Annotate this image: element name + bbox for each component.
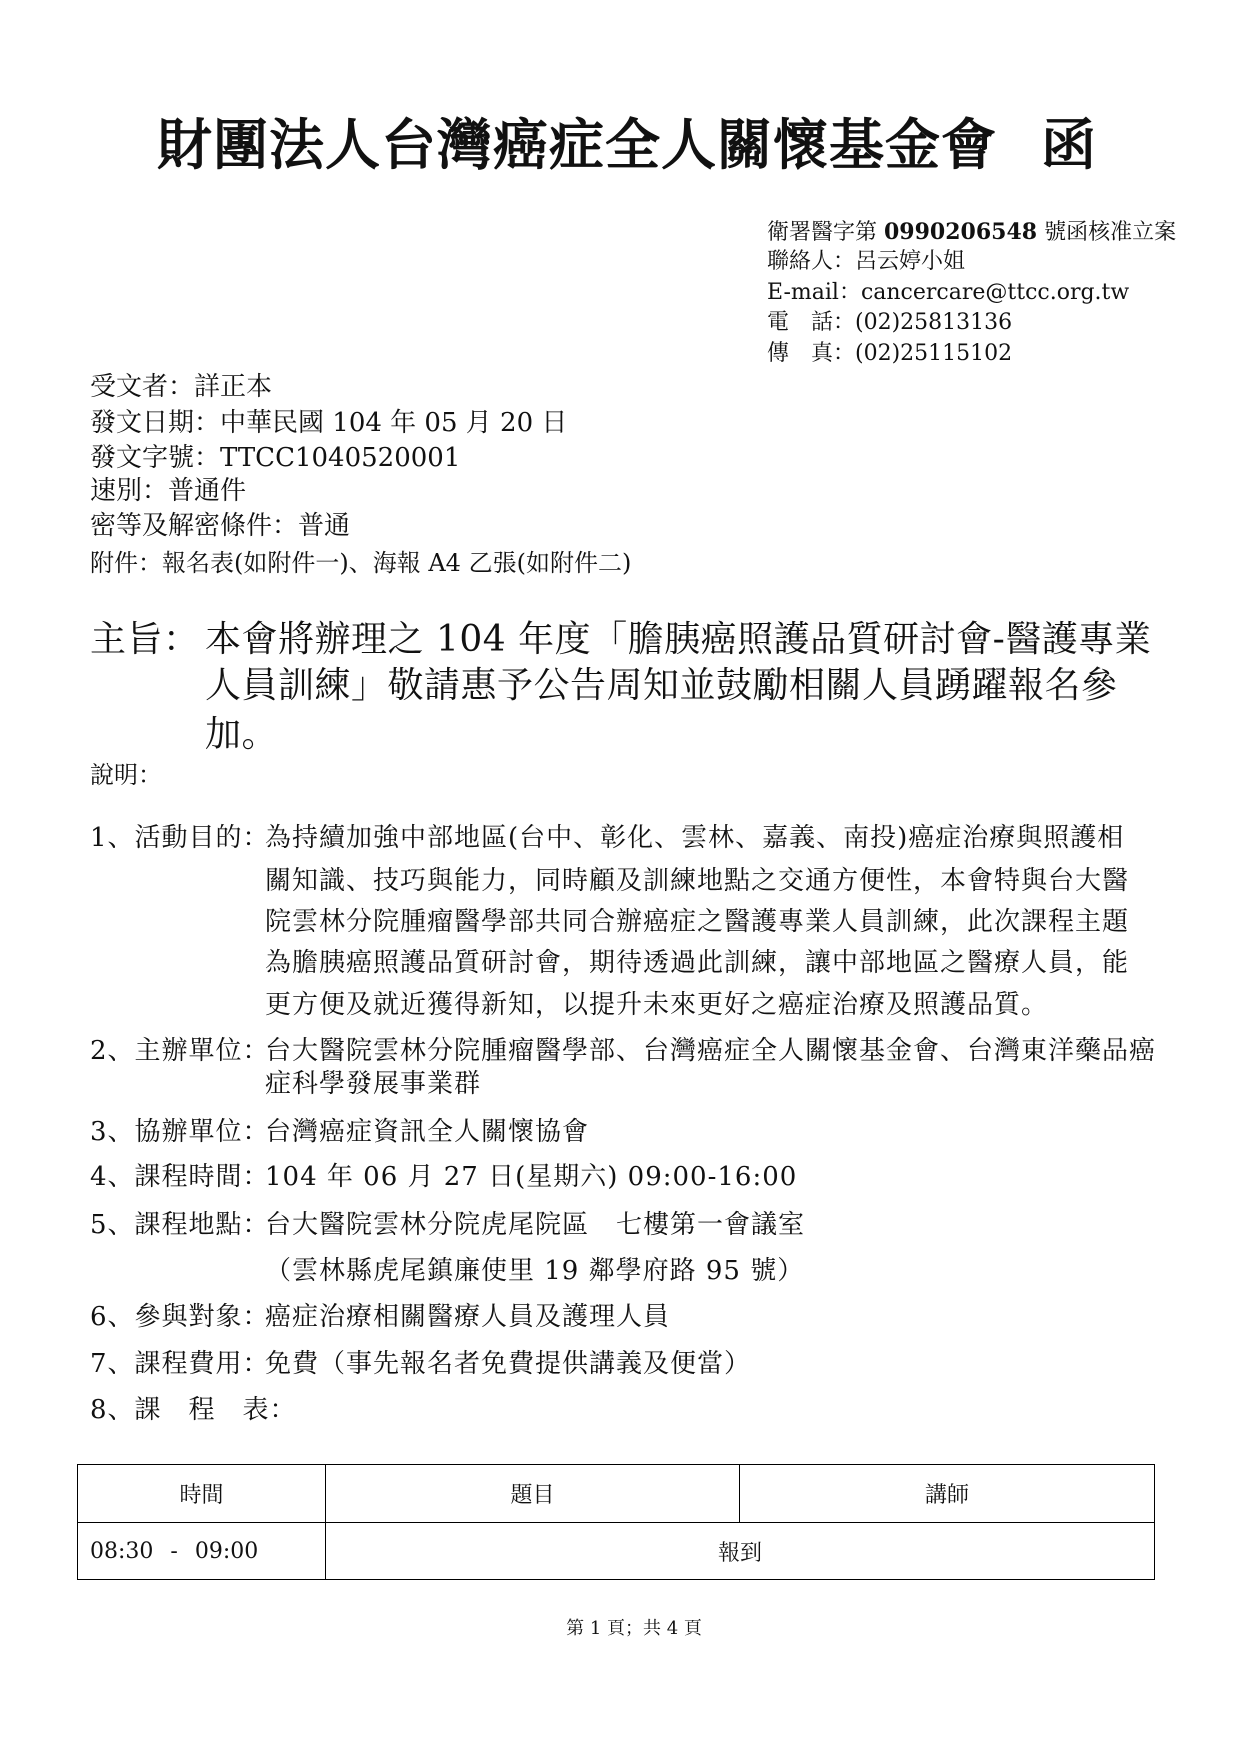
recipient-line xyxy=(90,372,272,402)
subject-line: 人員訓練」敬請惠予公告周知並鼓勵相關人員踴躍報名參 xyxy=(205,665,1118,706)
item-line: 癌症治療相關醫療人員及護理人員 xyxy=(265,1302,671,1332)
phone-line xyxy=(767,310,1012,336)
item-label: 5、課程地點： xyxy=(90,1210,270,1240)
classification-value: 普通 xyxy=(298,511,351,541)
doc-number-value: TTCC1040520001 xyxy=(220,443,461,473)
item-line: （雲林縣虎尾鎮廉使里 19 鄰學府路 95 號） xyxy=(265,1256,805,1286)
urgency-value: 普通件 xyxy=(168,476,247,506)
fax-label: 傳 真： xyxy=(767,341,856,366)
license-line xyxy=(767,219,1176,246)
item-label: 4、課程時間： xyxy=(90,1162,270,1192)
doc-type: 函 xyxy=(1041,112,1098,177)
attachments-line xyxy=(90,548,631,578)
attachments-value: 報名表(如附件一)、海報 A4 乙張(如附件二) xyxy=(162,549,632,577)
item-line: 台灣癌症資訊全人關懷協會 xyxy=(265,1117,590,1147)
col-header-topic: 題目 xyxy=(326,1465,740,1523)
phone-value: (02)25813136 xyxy=(855,310,1013,335)
item-line: 台大醫院雲林分院虎尾院區 七樓第一會議室 xyxy=(265,1210,806,1240)
fax-value: (02)25115102 xyxy=(855,341,1013,366)
contact-line xyxy=(767,249,965,275)
schedule-table xyxy=(77,1464,1155,1580)
item-line: 台大醫院雲林分院腫瘤醫學部、台灣癌症全人關懷基金會、台灣東洋藥品癌 xyxy=(265,1036,1157,1066)
document-title xyxy=(157,112,1097,178)
classification-line xyxy=(90,511,350,541)
license-prefix: 衛署醫字第 xyxy=(767,220,884,245)
recipient-label: 受文者： xyxy=(90,372,195,402)
item-label: 2、主辦單位： xyxy=(90,1036,270,1066)
email-value: cancercare@ttcc.org.tw xyxy=(860,280,1130,305)
recipient-value: 詳正本 xyxy=(194,372,273,402)
item-label: 7、課程費用： xyxy=(90,1349,270,1379)
doc-number-line xyxy=(90,443,460,473)
subject-line: 本會將辦理之 104 年度「膽胰癌照護品質研討會-醫護專業 xyxy=(205,619,1152,660)
item-label: 6、參與對象： xyxy=(90,1302,270,1332)
subject-line: 加。 xyxy=(205,714,279,755)
item-line: 免費（事先報名者免費提供講義及便當） xyxy=(265,1349,752,1379)
subject-label: 主旨： xyxy=(90,619,200,660)
item-line: 症科學發展事業群 xyxy=(265,1069,482,1099)
urgency-label: 速別： xyxy=(90,476,169,506)
phone-label: 電 話： xyxy=(767,310,856,335)
doc-number-label: 發文字號： xyxy=(90,443,221,473)
date-label: 發文日期： xyxy=(90,408,221,438)
col-header-time: 時間 xyxy=(78,1465,326,1523)
cell-content: 報到 xyxy=(326,1523,1155,1580)
contact-value: 呂云婷小姐 xyxy=(855,249,966,274)
license-suffix: 號函核准立案 xyxy=(1037,220,1177,245)
table-row xyxy=(78,1523,1155,1580)
urgency-line xyxy=(90,476,246,506)
date-line xyxy=(90,408,567,438)
item-line: 更方便及就近獲得新知，以提升未來更好之癌症治療及照護品質。 xyxy=(265,990,1049,1020)
cell-time: 08:30 - 09:00 xyxy=(78,1523,326,1580)
item-line: 為膽胰癌照護品質研討會，期待透過此訓練，讓中部地區之醫療人員，能 xyxy=(265,948,1130,978)
page-number: 第 1 頁；共 4 頁 xyxy=(566,1618,702,1639)
item-label: 1、活動目的： xyxy=(90,823,270,853)
attachments-label: 附件： xyxy=(90,549,162,577)
fax-line xyxy=(767,341,1012,367)
item-label: 3、協辦單位： xyxy=(90,1117,270,1147)
email-line xyxy=(767,280,1129,306)
item-line: 為持續加強中部地區(台中、彰化、雲林、嘉義、南投)癌症治療與照護相 xyxy=(265,823,1125,853)
col-header-speaker: 講師 xyxy=(740,1465,1155,1523)
item-line: 院雲林分院腫瘤醫學部共同合辦癌症之醫護專業人員訓練，此次課程主題 xyxy=(265,907,1130,937)
item-line: 104 年 06 月 27 日(星期六) 09:00-16:00 xyxy=(265,1162,798,1192)
email-label: E-mail： xyxy=(767,280,861,305)
org-title: 財團法人台灣癌症全人關懷基金會 xyxy=(157,112,998,177)
explanation-label: 說明： xyxy=(90,761,162,789)
table-header-row xyxy=(78,1465,1155,1523)
classification-label: 密等及解密條件： xyxy=(90,511,299,541)
item-label: 8、課 程 表： xyxy=(90,1395,297,1425)
item-line: 關知識、技巧與能力，同時顧及訓練地點之交通方便性，本會特與台大醫 xyxy=(265,866,1130,896)
contact-label: 聯絡人： xyxy=(767,249,856,274)
date-value: 中華民國 104 年 05 月 20 日 xyxy=(220,408,568,438)
license-number: 0990206548 xyxy=(884,219,1038,245)
